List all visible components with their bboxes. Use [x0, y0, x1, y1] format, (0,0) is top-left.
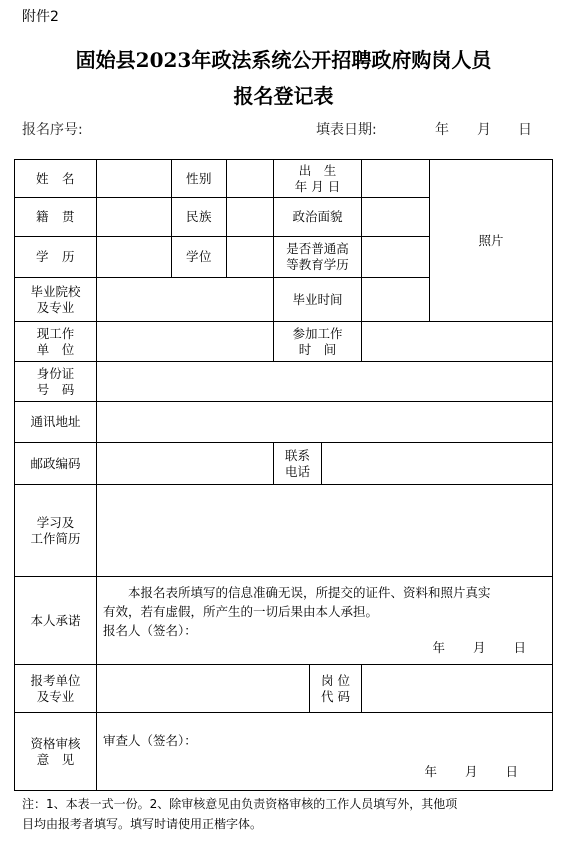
graduation-time-field[interactable]	[362, 278, 430, 322]
join-work-time-field[interactable]	[362, 322, 553, 362]
review-line2: 意 见	[36, 751, 75, 767]
gender-field[interactable]	[227, 160, 274, 198]
phone-field[interactable]	[322, 443, 552, 484]
school-line2: 及专业	[36, 299, 75, 315]
post-code-line2: 代 码	[321, 688, 350, 704]
postcode-label: 邮政编码	[15, 443, 97, 485]
resume-line1: 学习及	[36, 514, 75, 530]
footnote-line2: 目均由报考者填写。填写时请使用正楷字体。	[22, 817, 263, 831]
birth-label-line2: 年 月 日	[294, 178, 341, 194]
regular-education-field[interactable]	[362, 237, 430, 278]
apply-unit-label	[15, 665, 97, 713]
post-code-line1: 岗 位	[321, 672, 350, 688]
school-line1: 毕业院校	[30, 283, 81, 299]
review-year: 年	[424, 764, 437, 779]
pledge-box	[97, 577, 553, 665]
fill-date-label: 填表日期:	[316, 122, 377, 138]
degree-label: 学位	[172, 237, 227, 278]
work-unit-line1: 现工作	[36, 325, 75, 341]
id-line1: 身份证	[36, 365, 75, 381]
pledge-label: 本人承诺	[15, 577, 97, 665]
serial-number-label: 报名序号:	[22, 122, 83, 138]
footnote	[22, 794, 552, 834]
resume-field[interactable]	[97, 485, 553, 577]
pledge-date	[404, 640, 526, 656]
applicant-signature-label: 报名人（签名）：	[103, 623, 197, 638]
post-code-group	[362, 665, 553, 713]
review-date	[396, 764, 518, 780]
review-line1: 资格审核	[30, 735, 81, 751]
id-number-label	[15, 362, 97, 402]
pledge-month: 月	[472, 640, 486, 655]
school-major-field[interactable]	[97, 278, 274, 322]
join-work-time-label	[274, 322, 362, 362]
review-day: 日	[505, 764, 518, 779]
phone-line2: 电话	[284, 463, 310, 479]
address-field[interactable]	[97, 402, 553, 443]
gender-label: 性别	[172, 160, 227, 198]
review-box[interactable]	[97, 713, 553, 791]
fill-date-year: 年	[435, 122, 449, 138]
name-label: 姓 名	[15, 160, 97, 198]
registration-form-table	[14, 159, 553, 791]
work-unit-label	[15, 322, 97, 362]
fill-date-day: 日	[518, 122, 532, 138]
post-code-field[interactable]	[362, 665, 552, 712]
apply-unit-line1: 报考单位	[30, 672, 81, 688]
native-place-label: 籍 贯	[15, 198, 97, 237]
work-unit-field[interactable]	[97, 322, 274, 362]
ethnicity-label: 民族	[172, 198, 227, 237]
pledge-day: 日	[513, 640, 526, 655]
apply-unit-line2: 及专业	[36, 688, 75, 704]
review-month: 月	[464, 764, 478, 779]
resume-label	[15, 485, 97, 577]
phone-line1: 联系	[284, 447, 310, 463]
political-status-field[interactable]	[362, 198, 430, 237]
join-work-line1: 参加工作	[292, 325, 343, 341]
pledge-text-line1: 本报名表所填写的信息准确无误，所提交的证件、资料和照片真实	[103, 585, 491, 600]
reviewer-signature-label: 审查人（签名）：	[103, 733, 197, 748]
graduation-time-label: 毕业时间	[274, 278, 362, 322]
birth-label-line1: 出 生	[298, 162, 337, 178]
political-status-label: 政治面貌	[274, 198, 362, 237]
birth-date-label	[274, 160, 362, 198]
address-label: 通讯地址	[15, 402, 97, 443]
photo-box[interactable]: 照片	[430, 160, 553, 322]
postcode-field[interactable]	[97, 443, 274, 485]
id-number-field[interactable]	[97, 362, 553, 402]
apply-unit-field[interactable]	[97, 665, 310, 712]
education-label: 学 历	[15, 237, 97, 278]
form-title: 固始县2023年政法系统公开招聘政府购岗人员	[75, 48, 492, 72]
apply-unit-group	[97, 665, 362, 713]
id-line2: 号 码	[36, 381, 75, 397]
school-major-label	[15, 278, 97, 322]
review-label	[15, 713, 97, 791]
post-code-label	[310, 665, 361, 712]
name-field[interactable]	[97, 160, 172, 198]
pledge-text-line2: 有效，若有虚假，所产生的一切后果由本人承担。	[103, 604, 379, 619]
form-subtitle: 报名登记表	[233, 84, 334, 108]
work-unit-line2: 单 位	[36, 341, 75, 357]
phone-label	[274, 443, 322, 484]
regular-edu-line1: 是否普通高	[286, 241, 349, 256]
regular-edu-line2: 等教育学历	[286, 257, 349, 272]
resume-line2: 工作简历	[30, 530, 81, 546]
ethnicity-field[interactable]	[227, 198, 274, 237]
education-field[interactable]	[97, 237, 172, 278]
pledge-year: 年	[432, 640, 445, 655]
phone-group	[274, 443, 553, 485]
join-work-line2: 时 间	[298, 341, 337, 357]
attachment-number: 附件2	[22, 9, 59, 25]
birth-date-field[interactable]	[362, 160, 430, 198]
native-place-field[interactable]	[97, 198, 172, 237]
degree-field[interactable]	[227, 237, 274, 278]
fill-date-month: 月	[477, 122, 491, 138]
regular-education-label	[274, 237, 362, 278]
footnote-line1: 注：1、本表一式一份。2、除审核意见由负责资格审核的工作人员填写外，其他项	[22, 797, 458, 811]
